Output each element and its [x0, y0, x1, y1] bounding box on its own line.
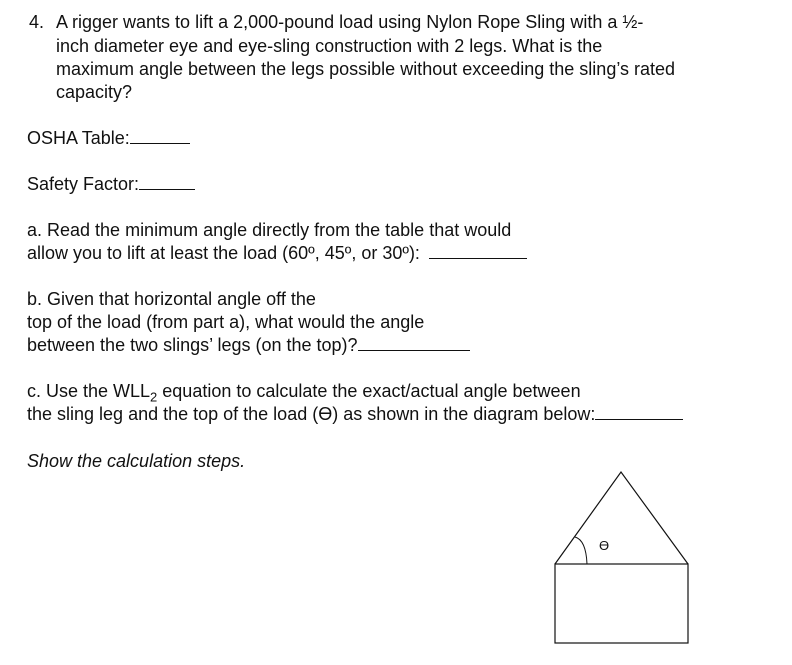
instruction-text: Show the calculation steps.: [27, 451, 246, 471]
osha-table-row: [27, 127, 190, 150]
question-line-1: A rigger wants to lift a 2,000-pound load using Nylon Rope Sling with a ½-: [56, 12, 644, 32]
part-c-answer-blank[interactable]: [595, 403, 683, 420]
part-c-line-2-row: [27, 403, 683, 426]
safety-factor-label: Safety Factor:: [27, 174, 140, 194]
part-c-line-1-rest: equation to calculate the exact/actual angle between: [157, 381, 581, 401]
part-b-line-3-row: [27, 334, 470, 357]
part-a-line-1: a. Read the minimum angle directly from the table that would: [27, 220, 512, 240]
load-box: [555, 564, 688, 643]
safety-factor-row: [27, 173, 195, 196]
part-b-line-1: b. Given that horizontal angle off the: [27, 289, 316, 309]
osha-table-label: OSHA Table:: [27, 128, 130, 148]
part-b-line-3: between the two slings’ legs (on the top)?: [27, 335, 358, 355]
part-a-line-2: allow you to lift at least the load (60º, 45º, or 30º):: [27, 243, 420, 263]
part-a-answer-blank[interactable]: [429, 242, 527, 259]
question-line-3: maximum angle between the legs possible without exceeding the sling’s rated: [56, 59, 676, 79]
question-line-4: capacity?: [56, 82, 133, 102]
question-line-2: inch diameter eye and eye-sling construction with 2 legs. What is the: [56, 36, 603, 56]
part-b-line-2: top of the load (from part a), what would the angle: [27, 312, 425, 332]
part-c-line-1: c. Use the WLL: [27, 381, 151, 401]
question-number: 4.: [29, 12, 45, 32]
safety-factor-answer-blank[interactable]: [139, 173, 195, 190]
osha-table-answer-blank[interactable]: [130, 127, 190, 144]
part-a-line-2-row: [27, 242, 527, 265]
part-b-answer-blank[interactable]: [358, 334, 470, 351]
sling-legs-triangle: [555, 472, 688, 564]
sling-diagram: [548, 468, 698, 653]
part-c-subscript: 2: [150, 389, 158, 405]
angle-arc: [575, 537, 587, 564]
angle-theta-label: ϴ: [599, 538, 610, 553]
part-c-line-2: the sling leg and the top of the load (ϴ) as shown in the diagram below:: [27, 404, 596, 424]
